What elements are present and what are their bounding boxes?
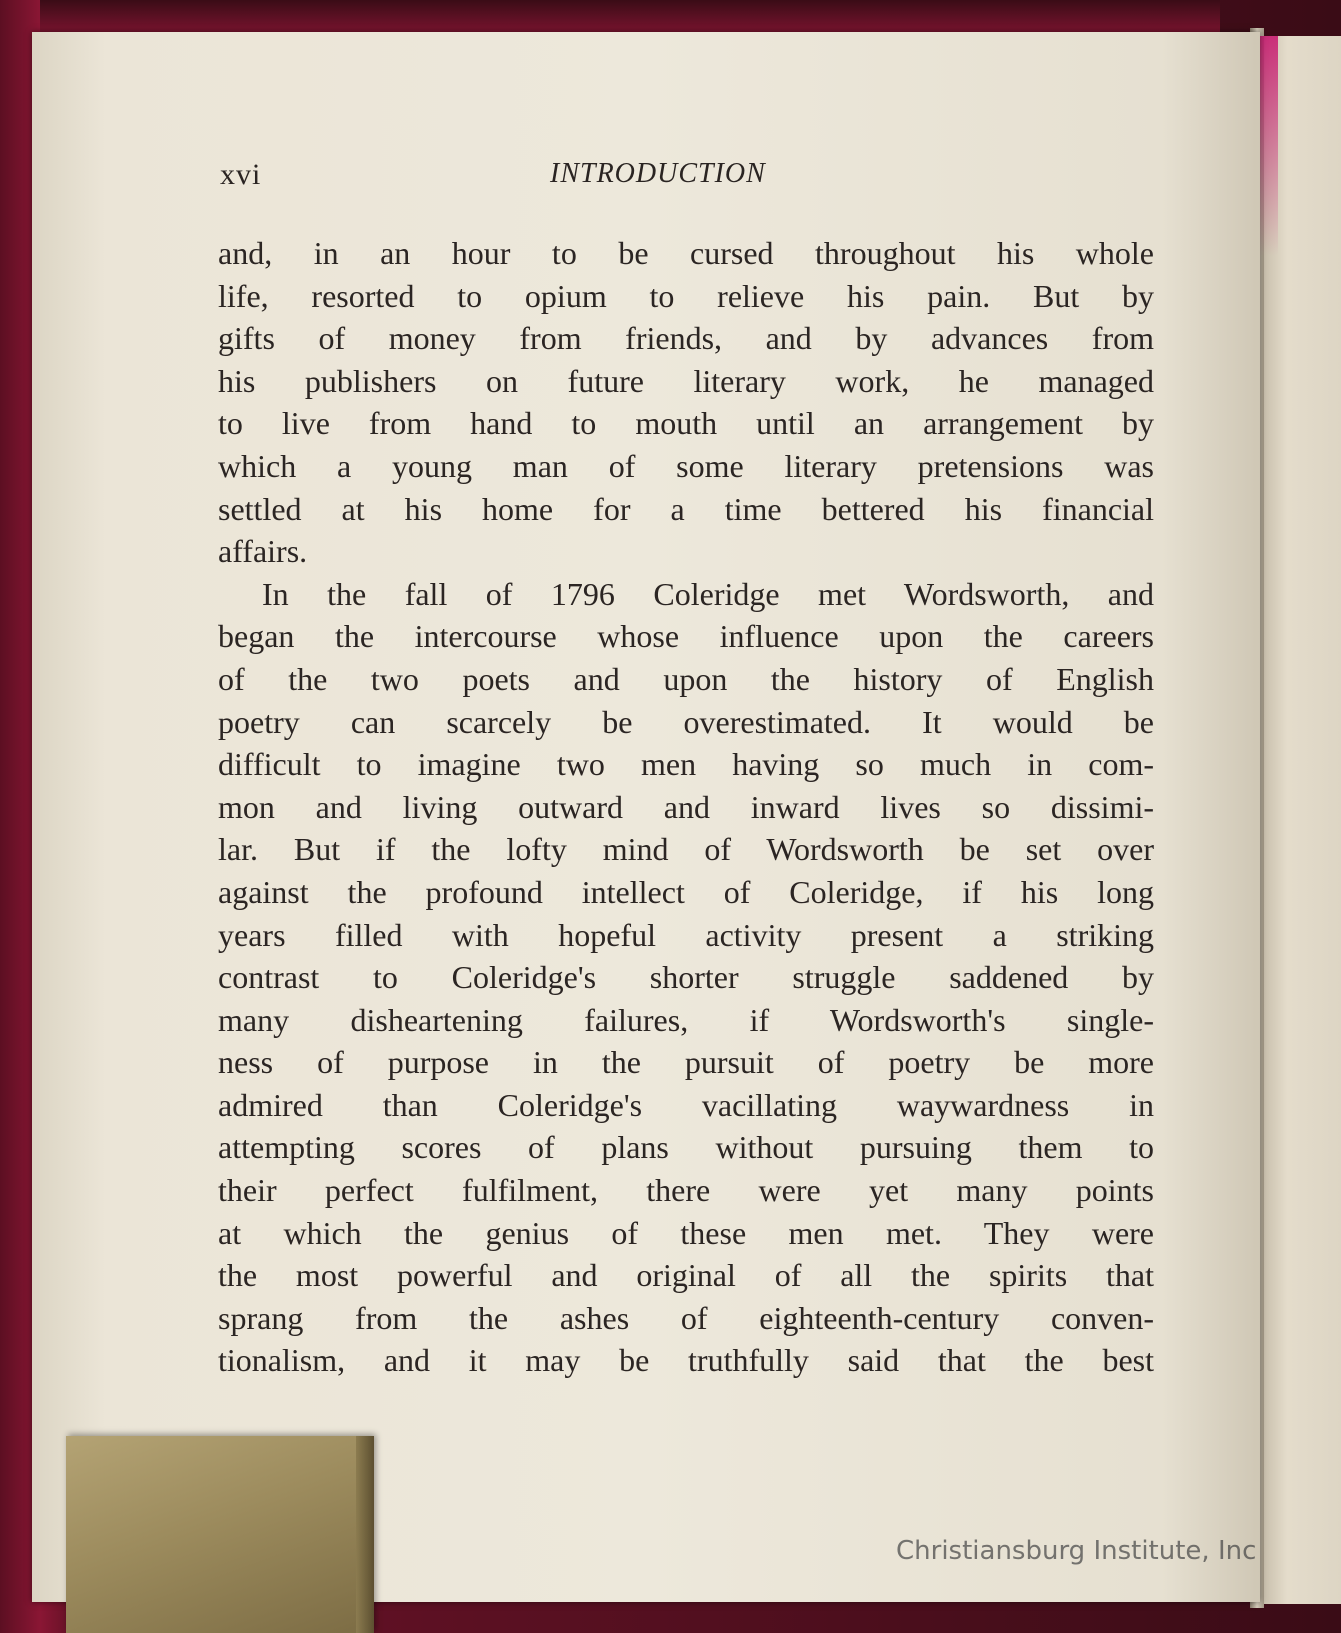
text-line: gifts of money from friends, and by advances from xyxy=(218,320,1154,357)
text-line: which a young man of some literary pretensions was xyxy=(218,447,1154,484)
text-line: tionalism, and it may be truthfully said that the best xyxy=(218,1342,1154,1379)
facing-page xyxy=(1264,36,1341,1604)
text-line: of the two poets and upon the history of English xyxy=(218,660,1154,697)
text-line-paragraph-start: In the fall of 1796 Coleridge met Wordsworth, and xyxy=(262,575,1154,612)
text-line: many disheartening failures, if Wordsworth's single- xyxy=(218,1001,1154,1038)
running-head xyxy=(220,148,840,198)
text-line-paragraph-end: affairs. xyxy=(218,533,308,570)
text-line: contrast to Coleridge's shorter struggle saddened by xyxy=(218,959,1154,996)
page-number: xvi xyxy=(220,158,262,191)
text-line: at which the genius of these men met. They were xyxy=(218,1214,1154,1251)
text-line: mon and living outward and inward lives so dissimi- xyxy=(218,788,1154,825)
text-line: began the intercourse whose influence upon the careers xyxy=(218,618,1154,655)
text-line: sprang from the ashes of eighteenth-century conven- xyxy=(218,1299,1154,1336)
text-line: life, resorted to opium to relieve his pain. But by xyxy=(218,277,1154,314)
text-line: years filled with hopeful activity present a striking xyxy=(218,916,1154,953)
text-line: and, in an hour to be cursed throughout his whole xyxy=(218,235,1154,271)
text-line: their perfect fulfilment, there were yet many points xyxy=(218,1172,1154,1209)
text-line: lar. But if the lofty mind of Wordsworth be set over xyxy=(218,831,1154,868)
text-line: his publishers on future literary work, he managed xyxy=(218,362,1154,399)
running-title: INTRODUCTION xyxy=(550,158,766,189)
text-line: ness of purpose in the pursuit of poetry be more xyxy=(218,1044,1154,1081)
book-cover-top-edge xyxy=(40,0,1220,34)
text-line: attempting scores of plans without pursuing them to xyxy=(218,1129,1154,1166)
text-line: the most powerful and original of all the spirits that xyxy=(218,1257,1154,1294)
brass-page-weight xyxy=(66,1436,374,1633)
text-line: poetry can scarcely be overestimated. It would be xyxy=(218,703,1154,740)
text-line: against the profound intellect of Coleridge, if his long xyxy=(218,873,1154,910)
text-line: settled at his home for a time bettered his financial xyxy=(218,490,1154,527)
text-line: difficult to imagine two men having so much in com- xyxy=(218,746,1154,783)
page-body-text xyxy=(218,232,1154,1382)
text-line: to live from hand to mouth until an arrangement by xyxy=(218,405,1154,442)
watermark: Christiansburg Institute, Inc xyxy=(896,1536,1257,1566)
text-line: admired than Coleridge's vacillating waywardness in xyxy=(218,1086,1154,1123)
